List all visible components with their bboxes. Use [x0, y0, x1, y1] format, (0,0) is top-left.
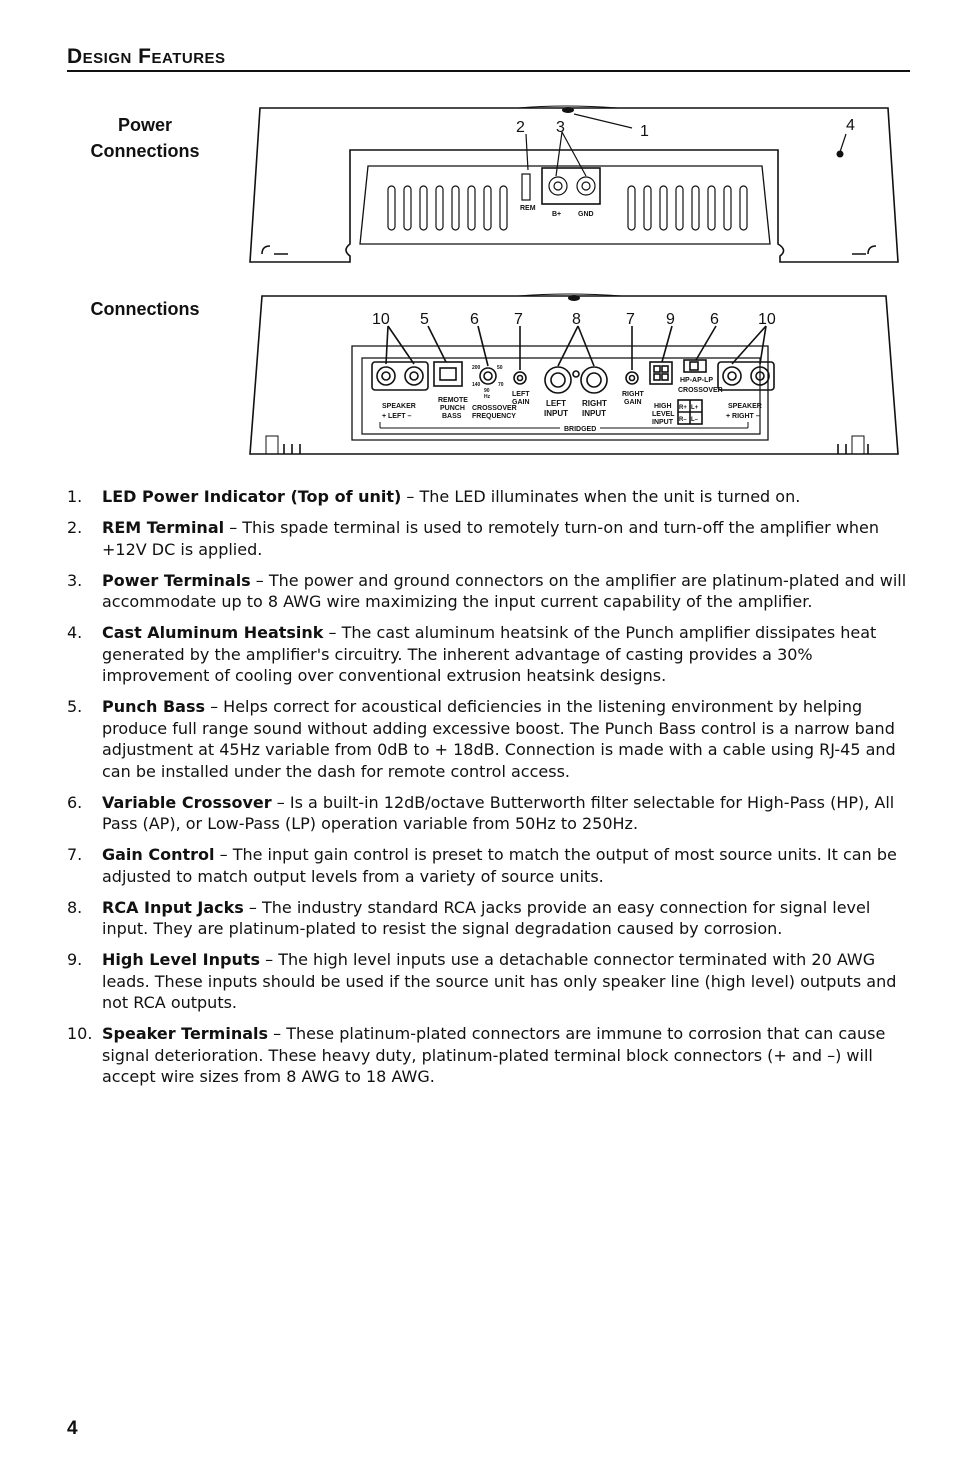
punch-label: PUNCH [440, 405, 465, 412]
item-number: 7. [67, 845, 83, 864]
speaker-right-label: SPEAKER [728, 403, 762, 410]
page-number: 4 [67, 1418, 78, 1439]
item-title: Punch Bass [102, 697, 205, 716]
item-number: 9. [67, 950, 83, 969]
callout-7-left: 7 [514, 311, 523, 328]
list-item [67, 1023, 907, 1088]
connections-diagram [248, 292, 900, 458]
item-title: Power Terminals [102, 570, 251, 590]
item-number: 6. [67, 792, 83, 812]
rplus-label: R+ [679, 405, 687, 411]
item-title: REM Terminal [102, 518, 225, 537]
item-title: Gain Control [102, 845, 215, 864]
callout-5: 5 [420, 311, 429, 328]
callout-10-right: 10 [758, 311, 776, 328]
item-text: – The power and ground connectors on the amplifier are platinum-plated and will accommodate up to 8 AWG wire maximizing the input current capability of the amplifier. [102, 570, 907, 611]
item-number: 10. [67, 1024, 93, 1043]
list-item [67, 949, 907, 1014]
gnd-label: GND [578, 211, 594, 218]
item-text: – This spade terminal is used to remotely turn-on and turn-off the amplifier when +12V DC is applied. [102, 518, 880, 559]
right-input-label-2: INPUT [582, 409, 606, 418]
remote-label: REMOTE [438, 397, 468, 404]
item-text: – The LED illuminates when the unit is turned on. [401, 487, 801, 506]
rem-label: REM [520, 205, 536, 212]
item-number: 8. [67, 897, 83, 917]
item-number: 2. [67, 518, 83, 537]
list-item [67, 517, 907, 560]
callout-6-right: 6 [710, 311, 719, 328]
hpaplp-label-2: CROSSOVER [678, 387, 723, 394]
item-title: High Level Inputs [102, 950, 261, 969]
item-text: – Helps correct for acoustical deficiencies in the listening environment by helping produce full range sound without adding excessive boost. The Punch Bass control is a narrow band adjustment at 45Hz variable from 0dB to + 18dB. Connection is made with a cable using RJ-45 and can be installed under the dash for remote control access. [102, 697, 896, 781]
left-gain-label-2: GAIN [512, 399, 530, 406]
item-title: LED Power Indicator (Top of unit) [102, 487, 402, 506]
xover-scale-200: 200 [472, 365, 481, 371]
xover-scale-70: 70 [498, 382, 504, 388]
item-number: 4. [67, 623, 83, 642]
frequency-label: FREQUENCY [472, 413, 516, 420]
right-input-label-1: RIGHT [582, 399, 607, 408]
high-level-label-2: LEVEL [652, 411, 675, 418]
item-text: – These platinum-plated connectors are immune to corrosion that can cause signal deterioration. These heavy duty, platinum-plated terminal block connectors (+ and –) will accept wire sizes from 8 AWG to 18 AWG. [102, 1024, 886, 1086]
power-connections-label: Power Connections [90, 115, 200, 161]
callout-8: 8 [572, 311, 581, 328]
item-title: RCA Input Jacks [102, 897, 244, 917]
callout-9: 9 [666, 311, 675, 328]
item-number: 5. [67, 697, 83, 716]
callout-3: 3 [556, 119, 565, 136]
section-heading: Design Features [67, 44, 910, 72]
list-item [67, 622, 907, 687]
item-number: 1. [67, 487, 83, 506]
speaker-right-polarity: + RIGHT – [726, 413, 760, 420]
list-item [67, 696, 907, 782]
rminus-label: R– [679, 417, 687, 423]
speaker-left-label: SPEAKER [382, 403, 416, 410]
connections-label: Connections [90, 299, 200, 319]
left-input-label-2: INPUT [544, 409, 568, 418]
xover-scale-90: 90 [484, 388, 490, 394]
high-level-label-3: INPUT [652, 419, 673, 426]
lplus-label: L+ [691, 405, 699, 411]
list-item [67, 897, 907, 940]
item-text: – The high level inputs use a detachable connector terminated with 20 AWG leads. These inputs should be used if the source unit has only speaker line (high level) outputs and not RCA outputs. [102, 950, 897, 1012]
list-item [67, 570, 907, 613]
high-level-label-1: HIGH [654, 403, 672, 410]
callout-10-left: 10 [372, 311, 390, 328]
list-item [67, 486, 907, 508]
item-title: Cast Aluminum Heatsink [102, 623, 324, 642]
item-text: – The cast aluminum heatsink of the Punch amplifier dissipates heat generated by the amplifier's circuitry. The inherent advantage of casting provides a 30% improvement of cooling over conventional extrusion heatsink designs. [102, 623, 877, 685]
callout-6-left: 6 [470, 311, 479, 328]
list-item [67, 792, 907, 835]
right-gain-label-1: RIGHT [622, 391, 644, 398]
speaker-left-polarity: + LEFT – [382, 413, 412, 420]
left-input-label-1: LEFT [546, 399, 566, 408]
item-text: – The industry standard RCA jacks provide an easy connection for signal level input. They are platinum-plated to resist the signal degradation caused by corrosion. [102, 897, 871, 938]
callout-2: 2 [516, 119, 525, 136]
xover-scale-50: 50 [497, 365, 503, 371]
callout-1: 1 [640, 123, 649, 140]
left-gain-label-1: LEFT [512, 391, 530, 398]
list-item [67, 844, 907, 887]
item-number: 3. [67, 570, 83, 590]
feature-list [67, 486, 907, 1097]
callout-4: 4 [846, 117, 855, 134]
item-title: Variable Crossover [102, 792, 272, 812]
hpaplp-label-1: HP-AP-LP [680, 377, 714, 384]
crossover-label: CROSSOVER [472, 405, 517, 412]
bridged-label: BRIDGED [564, 426, 597, 433]
xover-scale-140: 140 [472, 382, 481, 388]
item-text: – Is a built-in 12dB/octave Butterworth filter selectable for High-Pass (HP), All Pass (AP), or Low-Pass (LP) operation variable from 50Hz to 250Hz. [102, 792, 895, 833]
power-connections-diagram [248, 104, 900, 268]
bplus-label: B+ [552, 211, 562, 218]
callout-7-right: 7 [626, 311, 635, 328]
lminus-label: L– [691, 417, 699, 423]
item-text: – The input gain control is preset to match the output of most source units. It can be adjusted to match output levels from a variety of source units. [102, 845, 897, 886]
right-gain-label-2: GAIN [624, 399, 642, 406]
bass-label: BASS [442, 413, 462, 420]
hz-label: Hz [484, 394, 491, 400]
item-title: Speaker Terminals [102, 1024, 269, 1043]
